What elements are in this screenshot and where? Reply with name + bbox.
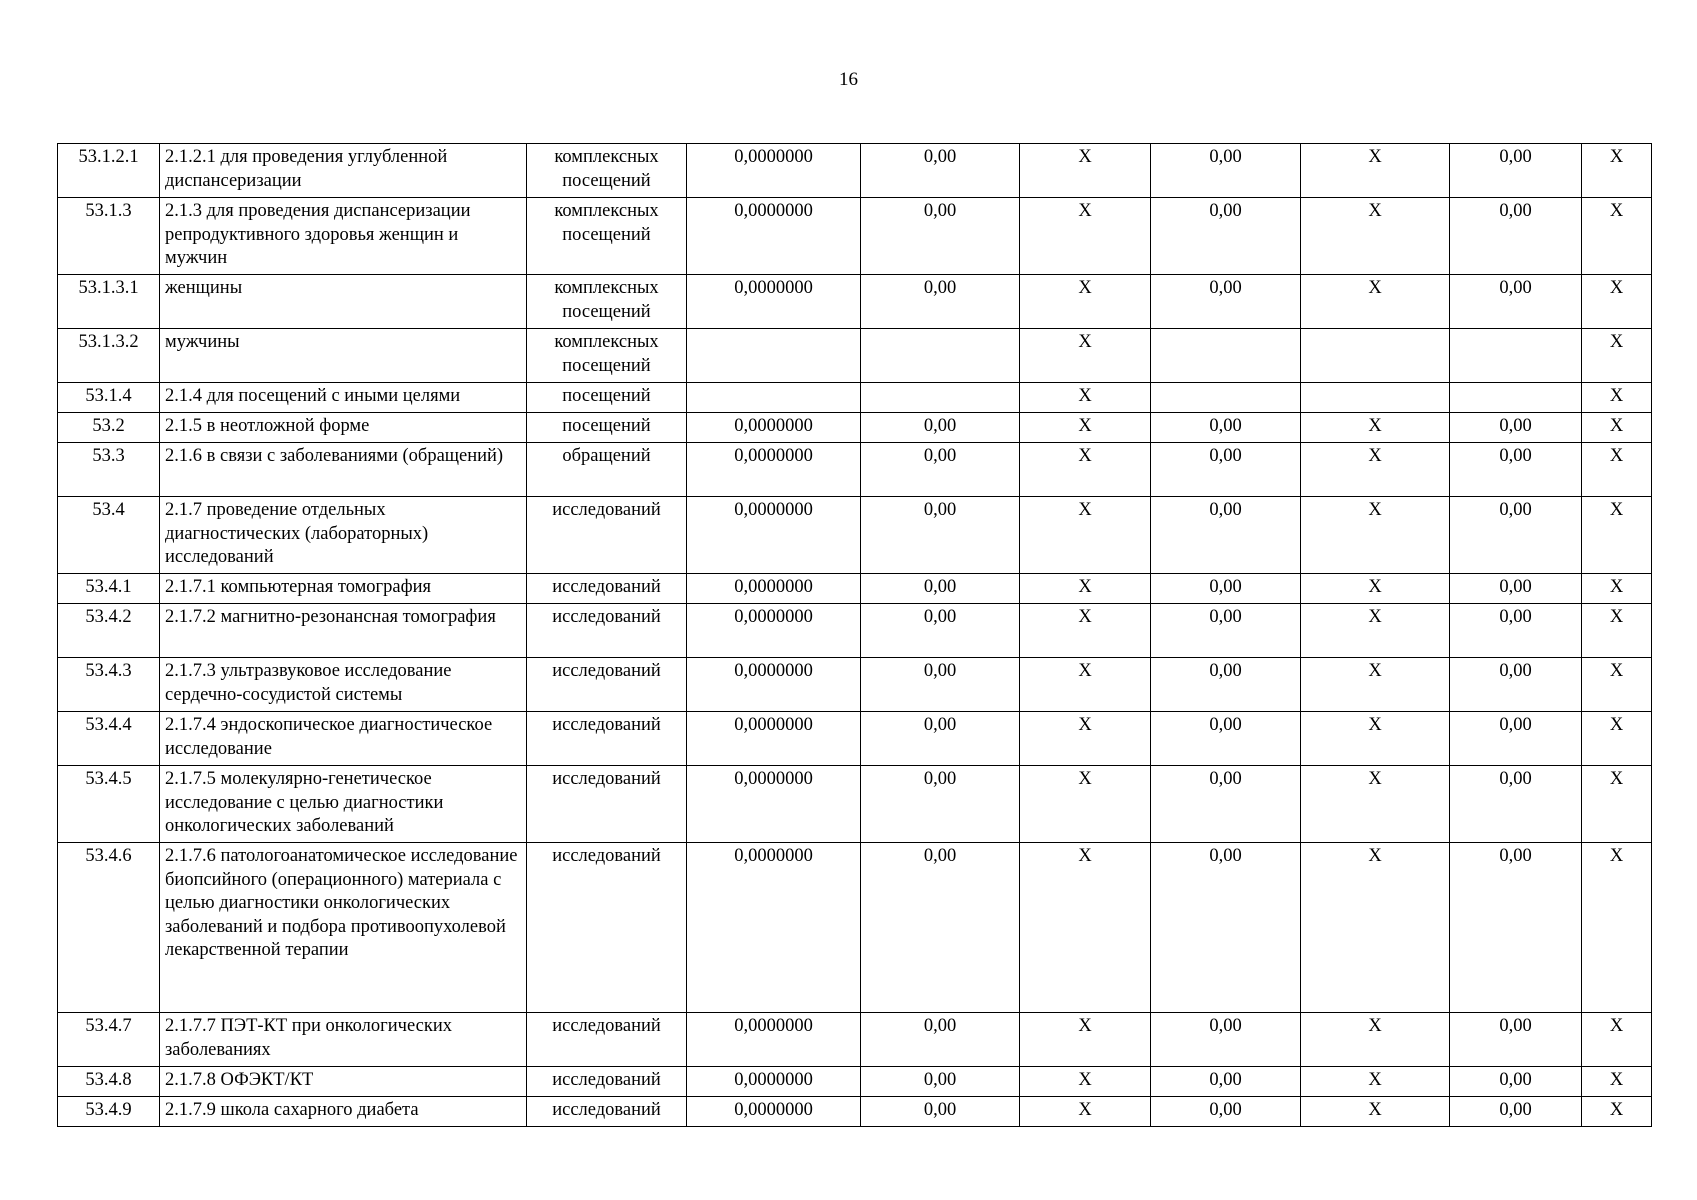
cell-name: 2.1.6 в связи с заболеваниями (обращений) [160, 443, 527, 497]
cell-col10: Х [1582, 497, 1652, 574]
cell-unit: посещений [527, 383, 687, 413]
cell-col5: 0,00 [861, 198, 1020, 275]
cell-col4: 0,0000000 [687, 1013, 861, 1067]
cell-col4: 0,0000000 [687, 443, 861, 497]
cell-code: 53.4.9 [58, 1097, 160, 1127]
table-row [58, 843, 1652, 1013]
cell-col5: 0,00 [861, 574, 1020, 604]
cell-name: 2.1.3 для проведения диспансеризации репродуктивного здоровья женщин и мужчин [160, 198, 527, 275]
cell-col7: 0,00 [1151, 712, 1301, 766]
cell-col10: Х [1582, 329, 1652, 383]
cell-unit: комплексных посещений [527, 144, 687, 198]
cell-col9 [1450, 383, 1582, 413]
cell-code: 53.4.3 [58, 658, 160, 712]
cell-col10: Х [1582, 275, 1652, 329]
cell-col10: Х [1582, 413, 1652, 443]
cell-col7: 0,00 [1151, 413, 1301, 443]
cell-code: 53.1.3.2 [58, 329, 160, 383]
cell-col7: 0,00 [1151, 497, 1301, 574]
cell-code: 53.1.3 [58, 198, 160, 275]
cell-unit: исследований [527, 766, 687, 843]
table-body [58, 144, 1652, 1127]
cell-name: 2.1.7.4 эндоскопическое диагностическое исследование [160, 712, 527, 766]
cell-name: 2.1.7.9 школа сахарного диабета [160, 1097, 527, 1127]
cell-col10: Х [1582, 604, 1652, 658]
cell-unit: обращений [527, 443, 687, 497]
cell-col9: 0,00 [1450, 574, 1582, 604]
cell-col7: 0,00 [1151, 443, 1301, 497]
cell-col9: 0,00 [1450, 712, 1582, 766]
cell-col5: 0,00 [861, 413, 1020, 443]
cell-col5: 0,00 [861, 443, 1020, 497]
cell-col9: 0,00 [1450, 1013, 1582, 1067]
table-row [58, 658, 1652, 712]
table-row [58, 329, 1652, 383]
cell-code: 53.4.8 [58, 1067, 160, 1097]
cell-col9: 0,00 [1450, 1067, 1582, 1097]
cell-name: 2.1.7.1 компьютерная томография [160, 574, 527, 604]
cell-col9 [1450, 329, 1582, 383]
cell-col9: 0,00 [1450, 443, 1582, 497]
cell-col6: Х [1020, 329, 1151, 383]
cell-col10: Х [1582, 658, 1652, 712]
cell-name: 2.1.7.5 молекулярно-генетическое исследование с целью диагностики онкологических заболеваний [160, 766, 527, 843]
cell-col9: 0,00 [1450, 1097, 1582, 1127]
cell-col10: Х [1582, 1097, 1652, 1127]
cell-col5: 0,00 [861, 843, 1020, 1013]
cell-code: 53.2 [58, 413, 160, 443]
cell-col6: Х [1020, 443, 1151, 497]
cell-name: 2.1.5 в неотложной форме [160, 413, 527, 443]
cell-col10: Х [1582, 712, 1652, 766]
cell-col7 [1151, 383, 1301, 413]
cell-col6: Х [1020, 144, 1151, 198]
cell-col8 [1301, 329, 1450, 383]
cell-col10: Х [1582, 443, 1652, 497]
table-row [58, 497, 1652, 574]
cell-name: женщины [160, 275, 527, 329]
table-row [58, 1067, 1652, 1097]
cell-col5: 0,00 [861, 766, 1020, 843]
cell-col8: Х [1301, 413, 1450, 443]
cell-col10: Х [1582, 1067, 1652, 1097]
cell-col4: 0,0000000 [687, 766, 861, 843]
cell-col4: 0,0000000 [687, 604, 861, 658]
cell-code: 53.4.5 [58, 766, 160, 843]
cell-col8: Х [1301, 712, 1450, 766]
cell-col8: Х [1301, 443, 1450, 497]
cell-unit: посещений [527, 413, 687, 443]
cell-unit: исследований [527, 497, 687, 574]
table-row [58, 383, 1652, 413]
cell-col10: Х [1582, 383, 1652, 413]
cell-col6: Х [1020, 712, 1151, 766]
cell-col7 [1151, 329, 1301, 383]
cell-unit: исследований [527, 712, 687, 766]
cell-col6: Х [1020, 658, 1151, 712]
cell-unit: исследований [527, 1067, 687, 1097]
cell-col6: Х [1020, 766, 1151, 843]
cell-col9: 0,00 [1450, 604, 1582, 658]
cell-col6: Х [1020, 574, 1151, 604]
cell-col9: 0,00 [1450, 843, 1582, 1013]
cell-name: 2.1.7.6 патологоанатомическое исследование биопсийного (операционного) материала с целью диагностики онкологических заболеваний и подбора противоопухолевой лекарственной терапии [160, 843, 527, 1013]
cell-col7: 0,00 [1151, 1097, 1301, 1127]
cell-col8: Х [1301, 574, 1450, 604]
cell-unit: исследований [527, 1013, 687, 1067]
cell-col6: Х [1020, 1097, 1151, 1127]
cell-unit: комплексных посещений [527, 329, 687, 383]
cell-col5: 0,00 [861, 712, 1020, 766]
table-row [58, 1013, 1652, 1067]
cell-unit: исследований [527, 658, 687, 712]
cell-col6: Х [1020, 383, 1151, 413]
table-row [58, 574, 1652, 604]
cell-col4: 0,0000000 [687, 712, 861, 766]
table-row [58, 766, 1652, 843]
cell-unit: комплексных посещений [527, 275, 687, 329]
cell-name: 2.1.7.2 магнитно-резонансная томография [160, 604, 527, 658]
cell-col4: 0,0000000 [687, 1067, 861, 1097]
cell-col7: 0,00 [1151, 144, 1301, 198]
cell-col8: Х [1301, 275, 1450, 329]
cell-col10: Х [1582, 574, 1652, 604]
cell-col6: Х [1020, 275, 1151, 329]
cell-col8: Х [1301, 1067, 1450, 1097]
table-row [58, 275, 1652, 329]
cell-col6: Х [1020, 843, 1151, 1013]
table-row [58, 413, 1652, 443]
cell-col8: Х [1301, 1097, 1450, 1127]
cell-col7: 0,00 [1151, 1067, 1301, 1097]
cell-col10: Х [1582, 843, 1652, 1013]
cell-col9: 0,00 [1450, 497, 1582, 574]
cell-col4: 0,0000000 [687, 497, 861, 574]
cell-col7: 0,00 [1151, 766, 1301, 843]
cell-name: мужчины [160, 329, 527, 383]
cell-col8: Х [1301, 766, 1450, 843]
cell-unit: исследований [527, 843, 687, 1013]
cell-col7: 0,00 [1151, 604, 1301, 658]
cell-col10: Х [1582, 766, 1652, 843]
page-number: 16 [839, 69, 858, 90]
cell-code: 53.4.4 [58, 712, 160, 766]
cell-unit: исследований [527, 604, 687, 658]
cell-col7: 0,00 [1151, 1013, 1301, 1067]
cell-code: 53.4.1 [58, 574, 160, 604]
cell-code: 53.1.4 [58, 383, 160, 413]
cell-name: 2.1.7.3 ультразвуковое исследование сердечно-сосудистой системы [160, 658, 527, 712]
cell-col6: Х [1020, 1067, 1151, 1097]
cell-code: 53.4.2 [58, 604, 160, 658]
cell-name: 2.1.2.1 для проведения углубленной диспансеризации [160, 144, 527, 198]
cell-col6: Х [1020, 413, 1151, 443]
cell-col5: 0,00 [861, 497, 1020, 574]
table-row [58, 712, 1652, 766]
cell-code: 53.4 [58, 497, 160, 574]
cell-name: 2.1.7.7 ПЭТ-КТ при онкологических заболеваниях [160, 1013, 527, 1067]
cell-col6: Х [1020, 1013, 1151, 1067]
cell-col9: 0,00 [1450, 658, 1582, 712]
table-row [58, 198, 1652, 275]
cell-col8: Х [1301, 497, 1450, 574]
cell-col8: Х [1301, 604, 1450, 658]
cell-col6: Х [1020, 198, 1151, 275]
cell-col4: 0,0000000 [687, 144, 861, 198]
table-row [58, 1097, 1652, 1127]
cell-col4: 0,0000000 [687, 1097, 861, 1127]
cell-col8: Х [1301, 1013, 1450, 1067]
table-row [58, 604, 1652, 658]
cell-col5: 0,00 [861, 144, 1020, 198]
cell-col5: 0,00 [861, 604, 1020, 658]
cell-col4: 0,0000000 [687, 574, 861, 604]
cell-col4: 0,0000000 [687, 198, 861, 275]
cell-col7: 0,00 [1151, 658, 1301, 712]
cell-code: 53.4.6 [58, 843, 160, 1013]
cell-col9: 0,00 [1450, 144, 1582, 198]
cell-col4 [687, 329, 861, 383]
cell-code: 53.4.7 [58, 1013, 160, 1067]
cell-col5: 0,00 [861, 275, 1020, 329]
cell-col4: 0,0000000 [687, 413, 861, 443]
cell-col4: 0,0000000 [687, 658, 861, 712]
cell-unit: исследований [527, 574, 687, 604]
cell-col4: 0,0000000 [687, 275, 861, 329]
cell-col6: Х [1020, 497, 1151, 574]
cell-name: 2.1.7 проведение отдельных диагностических (лабораторных) исследований [160, 497, 527, 574]
cell-col9: 0,00 [1450, 198, 1582, 275]
cell-code: 53.1.2.1 [58, 144, 160, 198]
cell-unit: комплексных посещений [527, 198, 687, 275]
cell-code: 53.3 [58, 443, 160, 497]
cell-unit: исследований [527, 1097, 687, 1127]
cell-col8 [1301, 383, 1450, 413]
cell-col7: 0,00 [1151, 275, 1301, 329]
cell-col4: 0,0000000 [687, 843, 861, 1013]
cell-col10: Х [1582, 1013, 1652, 1067]
cell-col5: 0,00 [861, 1097, 1020, 1127]
table-row [58, 443, 1652, 497]
cell-col9: 0,00 [1450, 766, 1582, 843]
cell-col5: 0,00 [861, 1067, 1020, 1097]
cell-col9: 0,00 [1450, 413, 1582, 443]
cell-col8: Х [1301, 843, 1450, 1013]
cell-col5: 0,00 [861, 1013, 1020, 1067]
cell-col5: 0,00 [861, 658, 1020, 712]
cell-col8: Х [1301, 144, 1450, 198]
cell-col7: 0,00 [1151, 198, 1301, 275]
data-table [57, 143, 1652, 1127]
cell-col6: Х [1020, 604, 1151, 658]
table-row [58, 144, 1652, 198]
cell-col10: Х [1582, 198, 1652, 275]
cell-col8: Х [1301, 658, 1450, 712]
cell-code: 53.1.3.1 [58, 275, 160, 329]
cell-col7: 0,00 [1151, 843, 1301, 1013]
cell-name: 2.1.7.8 ОФЭКТ/КТ [160, 1067, 527, 1097]
cell-col5 [861, 329, 1020, 383]
cell-col8: Х [1301, 198, 1450, 275]
cell-col5 [861, 383, 1020, 413]
cell-name: 2.1.4 для посещений с иными целями [160, 383, 527, 413]
cell-col10: Х [1582, 144, 1652, 198]
cell-col9: 0,00 [1450, 275, 1582, 329]
cell-col7: 0,00 [1151, 574, 1301, 604]
cell-col4 [687, 383, 861, 413]
